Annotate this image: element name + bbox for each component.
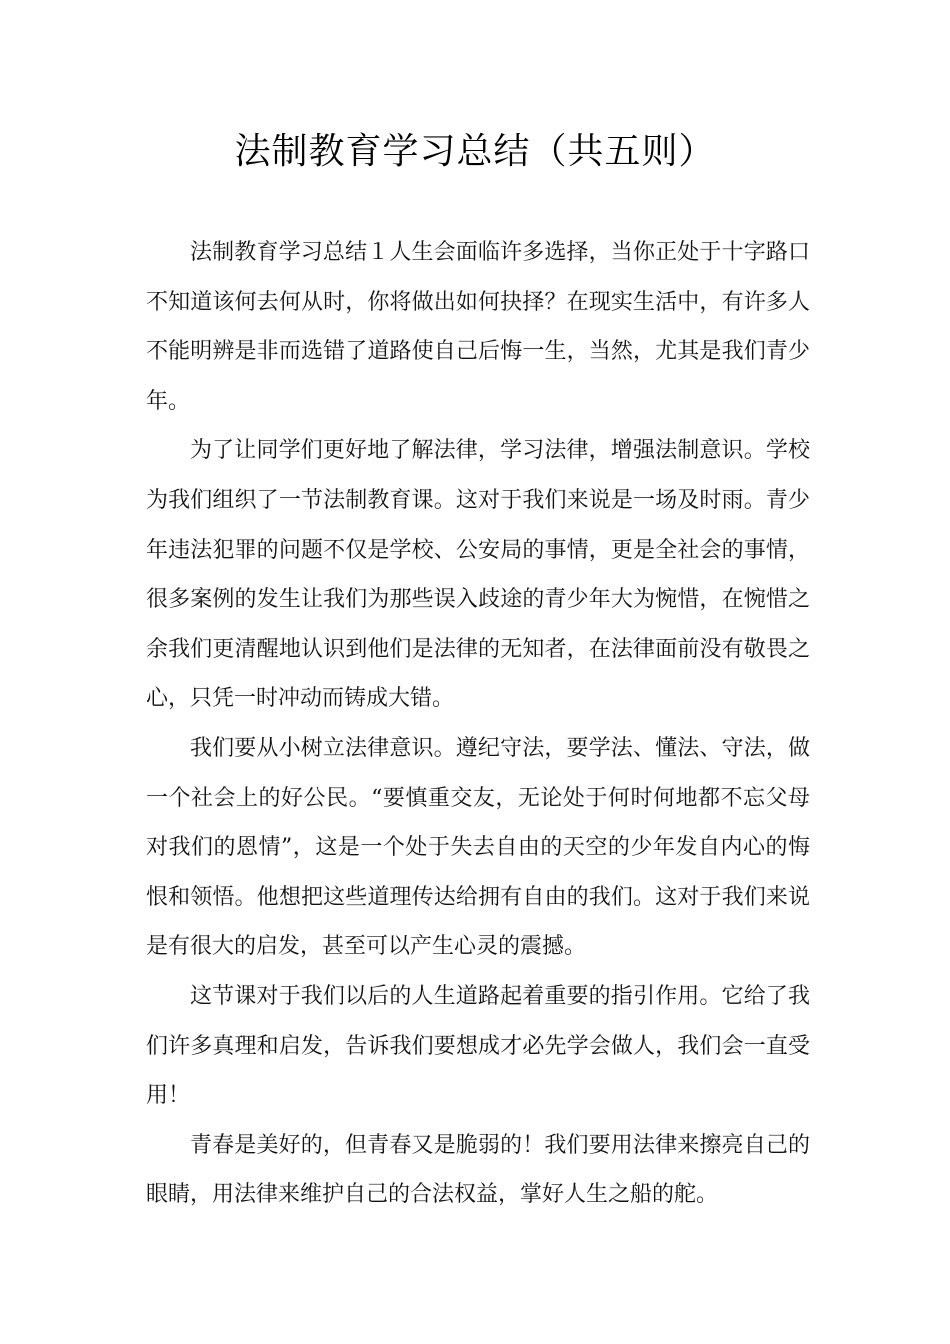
paragraph-3: 我们要从小树立法律意识。遵纪守法，要学法、懂法、守法，做一个社会上的好公民。“要慎重交友，无论处于何时何地都不忘父母对我们的恩情”，这是一个处于失去自由的天空的少年发自内心的悔恨和领悟。他想把这些道理传达给拥有自由的我们。这对于我们来说是有很大的启发，甚至可以产生心灵的震撼。 bbox=[146, 735, 810, 960]
document-body bbox=[146, 228, 810, 1220]
paragraph-2: 为了让同学们更好地了解法律，学习法律，增强法制意识。学校为我们组织了一节法制教育课。这对于我们来说是一场及时雨。青少年违法犯罪的问题不仅是学校、公安局的事情，更是全社会的事情，很多案例的发生让我们为那些误入歧途的青少年大为惋惜，在惋惜之余我们更清醒地认识到他们是法律的无知者，在法律面前没有敬畏之心，只凭一时冲动而铸成大错。 bbox=[146, 438, 810, 712]
document-title: 法制教育学习总结（共五则） bbox=[234, 131, 716, 172]
paragraph-1: 法制教育学习总结１人生会面临许多选择，当你正处于十字路口不知道该何去何从时，你将做出如何抉择？在现实生活中，有许多人不能明辨是非而选错了道路使自己后悔一生，当然，尤其是我们青少年。 bbox=[146, 240, 810, 414]
paragraph-4: 这节课对于我们以后的人生道路起着重要的指引作用。它给了我们许多真理和启发，告诉我们要想成才必先学会做人，我们会一直受用！ bbox=[146, 983, 810, 1109]
paragraph-5: 青春是美好的，但青春又是脆弱的！我们要用法律来擦亮自己的眼睛，用法律来维护自己的合法权益，掌好人生之船的舵。 bbox=[146, 1132, 810, 1208]
